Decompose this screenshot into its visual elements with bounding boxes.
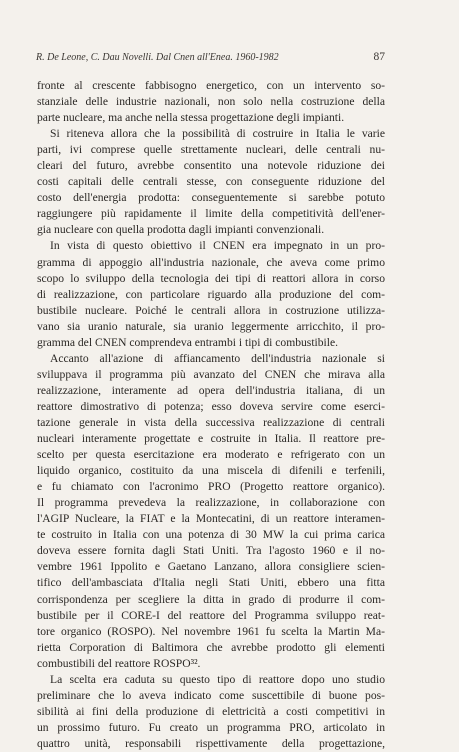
body-text	[37, 78, 385, 752]
text-line: vembre 1961 Ippolito e Gaetano Lanzano, allora consigliere scien-	[37, 560, 385, 574]
text-line: stanziale delle industrie nazionali, non solo nella costruzione della	[37, 95, 385, 109]
text-line: tazione generale in vista della successiva realizzazione di centrali	[37, 415, 385, 429]
text-line: realizzazione, interamente ad opera dell'industria italiana, di un	[37, 383, 385, 397]
text-line: scelto per questa esercitazione era moderato e refrigerato con un	[37, 448, 385, 462]
text-line: La scelta era caduta su questo tipo di reattore dopo uno studio	[50, 672, 385, 686]
text-line: Il programma prevedeva la realizzazione, in collaborazione con	[37, 496, 385, 510]
text-line: vano sia uranio naturale, sia uranio leggermente arricchito, il pro-	[37, 319, 385, 333]
text-line: liquido organico, costituito da una miscela di difenili e terfenili,	[37, 464, 385, 478]
text-line: l'AGIP Nucleare, la FIAT e la Montecatini, di un reattore interamen-	[37, 512, 385, 526]
text-line: gramma di appoggio all'industria nazionale, che aveva come primo	[37, 255, 385, 269]
text-line: gramma del CNEN comprendeva entrambi i tipi di combustibile.	[37, 335, 339, 349]
text-line: raggiungere più rapidamente il limite della competitività dell'ener-	[37, 207, 385, 221]
text-line: In vista di questo obiettivo il CNEN era impegnato in un pro-	[50, 239, 385, 253]
text-line: sibilità ai fini della produzione di elettricità a costi competitivi in	[37, 704, 385, 718]
text-line: un prossimo futuro. Fu creato un programma PRO, articolato in	[37, 720, 385, 734]
text-line: costi capitali delle centrali stesse, con conseguente riduzione del	[37, 175, 385, 189]
text-line: reattore dimostrativo di potenza; esso doveva servire come eserci-	[37, 399, 385, 413]
text-line: bustibile nucleare. Poiché le centrali allora in costruzione utilizza-	[37, 303, 385, 317]
text-line: di realizzazione, con particolare riguardo alla produzione del com-	[37, 287, 385, 301]
text-line: nucleari interamente progettate e costruite in Italia. Il reattore pre-	[37, 432, 385, 446]
text-line: Accanto all'azione di affiancamento dell'industria nazionale si	[50, 351, 385, 365]
text-line: tifico dell'ambasciata d'Italia negli Stati Uniti, ebbero una fitta	[37, 576, 385, 590]
text-line: scopo lo sviluppo della tecnologia dei tipi di reattori allora in corso	[37, 271, 385, 285]
text-line: gia nucleare con quella prodotta dagli impianti convenzionali.	[37, 223, 325, 237]
running-title: R. De Leone, C. Dau Novelli. Dal Cnen all'Enea. 1960-1982	[36, 52, 279, 63]
text-line: quattro unità, responsabili rispettivamente della progettazione,	[37, 736, 385, 750]
text-line: Si riteneva allora che la possibilità di costruire in Italia le varie	[50, 127, 385, 141]
text-line: preliminare che lo aveva indicato come suscettibile di buone pos-	[37, 688, 385, 702]
text-line: rietta Corporation di Baltimora che avrebbe prodotto gli elementi	[37, 640, 385, 654]
text-line: corrispondenza per scegliere la ditta in grado di produrre il com-	[37, 592, 385, 606]
text-line: tore organico (ROSPO). Nel novembre 1961 fu scelta la Martin Ma-	[37, 624, 385, 638]
text-line: e fu chiamato con l'acronimo PRO (Progetto reattore organico).	[37, 480, 385, 494]
text-line: sviluppava il programma più avanzato del CNEN che mirava alla	[37, 367, 385, 381]
text-line: fronte al crescente fabbisogno energetico, con un intervento so-	[37, 79, 385, 92]
text-line: combustibili del reattore ROSPO³².	[37, 656, 201, 670]
text-line: parti, ivi comprese quelle strettamente nucleari, delle centrali nu-	[37, 143, 385, 157]
text-line: doveva essere fornita dagli Stati Uniti. Tra l'agosto 1960 e il no-	[37, 544, 385, 558]
text-line: te costruito in Italia con una potenza di 30 MW la cui prima carica	[37, 528, 385, 542]
text-line: bustibile per il CORE-I del reattore del Programma sviluppo reat-	[37, 608, 385, 622]
running-head	[36, 51, 385, 63]
text-line: cleari del futuro, avrebbe consentito una notevole riduzione dei	[37, 159, 385, 173]
text-line: costo dell'energia prodotta: conseguentemente si sarebbe potuto	[37, 191, 385, 205]
page-number: 87	[373, 51, 385, 63]
text-line: parte nucleare, ma anche nella stessa progettazione degli impianti.	[37, 111, 345, 125]
